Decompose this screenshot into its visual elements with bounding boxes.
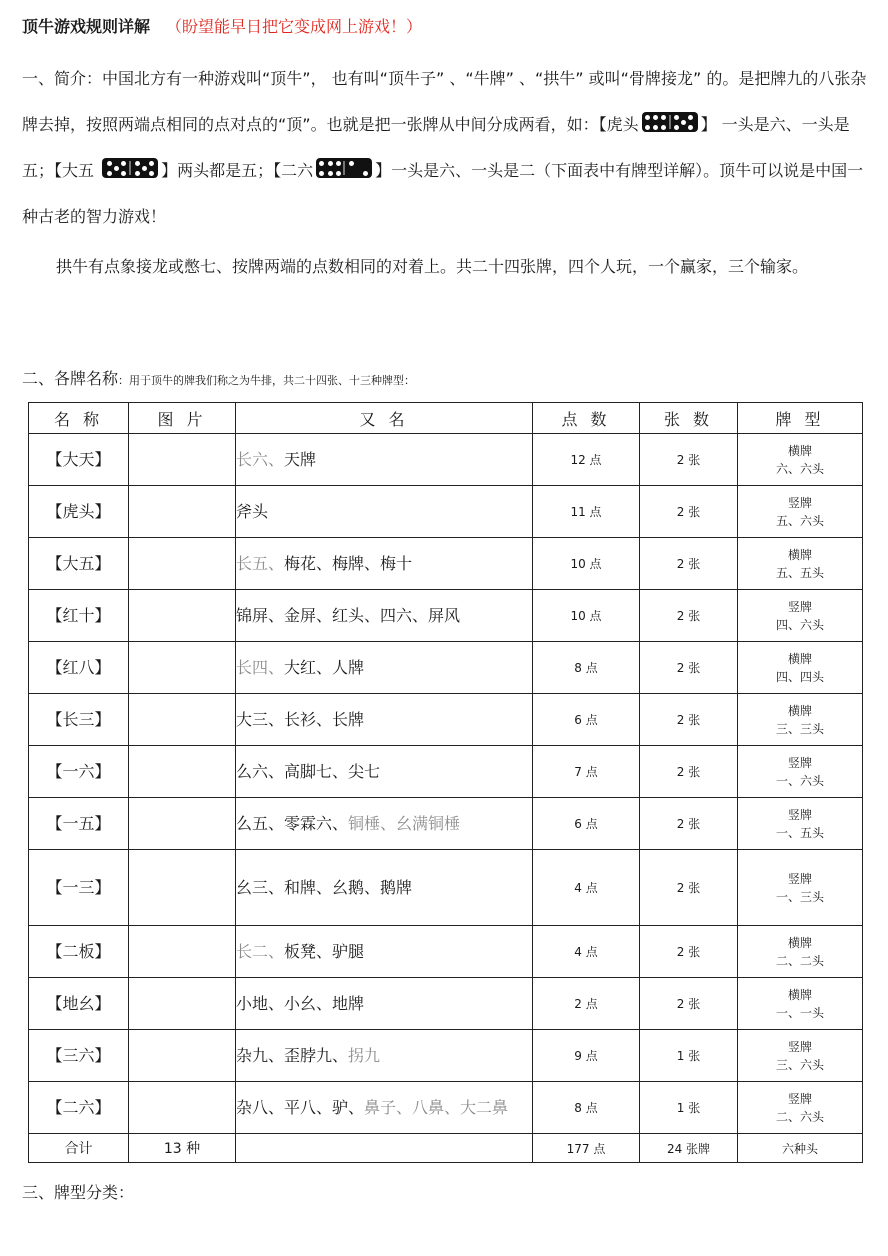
table-row <box>29 1082 863 1134</box>
tile-name: 【大天】 <box>29 434 129 486</box>
domino-pip <box>653 115 658 120</box>
tile-type <box>738 1082 863 1134</box>
domino-divider <box>129 161 131 175</box>
domino-pip <box>114 166 119 171</box>
domino-pip <box>653 125 658 130</box>
tile-name: 【三六】 <box>29 1030 129 1082</box>
tile-type <box>738 1030 863 1082</box>
domino-half <box>344 158 372 178</box>
domino-half <box>316 158 344 178</box>
tile-type <box>738 850 863 926</box>
header-image: 图 片 <box>129 403 236 434</box>
tile-alias-main: 杂八、平八、驴、 <box>236 1097 365 1117</box>
tile-image-cell <box>129 1082 236 1134</box>
document-title <box>22 14 422 37</box>
domino-pip <box>328 171 333 176</box>
section-3-heading: 三、牌型分类： <box>22 1183 135 1202</box>
intro-text-a: 一、简介：中国北方有一种游戏叫“顶牛”， 也有叫“顶牛子” 、“牛牌” 、“拱牛” 或叫“骨牌接龙” 的。是把牌九的八张杂牌去掉，按照两端点相同的点对点的“顶”。也就是把一张牌从中间分成两看，如：【虎头 <box>22 69 867 134</box>
domino-pip <box>319 171 324 176</box>
tile-count: 2 张 <box>640 746 738 798</box>
intro-paragraph-1 <box>22 56 868 240</box>
header-type: 牌 型 <box>738 403 863 434</box>
tile-image-cell <box>129 590 236 642</box>
tile-type-ends: 三、六头 <box>775 1057 824 1072</box>
tile-alias <box>236 538 533 590</box>
domino-pip <box>688 115 693 120</box>
table-row <box>29 694 863 746</box>
tile-count: 1 张 <box>640 1030 738 1082</box>
domino-dawu-icon <box>102 158 158 178</box>
tile-type-orient: 竖牌 <box>787 1091 812 1106</box>
tile-alias-main: 斧头 <box>236 501 269 521</box>
domino-pip <box>349 161 354 166</box>
tile-alias-main: 锦屏、金屏、红头、四六、屏风 <box>236 605 461 625</box>
intro-section <box>22 56 868 290</box>
tile-alias-main: 天牌 <box>284 449 317 469</box>
domino-pip <box>674 125 679 130</box>
tile-type-ends: 一、五头 <box>775 825 824 840</box>
tile-name: 【一三】 <box>29 850 129 926</box>
tile-type-orient: 横牌 <box>787 443 812 458</box>
tile-name: 【红十】 <box>29 590 129 642</box>
tile-type <box>738 694 863 746</box>
tile-alias <box>236 1030 533 1082</box>
tile-image-cell <box>129 850 236 926</box>
tile-count: 2 张 <box>640 694 738 746</box>
tile-name: 【一五】 <box>29 798 129 850</box>
domino-pip <box>135 161 140 166</box>
table-row <box>29 850 863 926</box>
tile-image-cell <box>129 694 236 746</box>
tile-type <box>738 746 863 798</box>
tile-points: 8 点 <box>533 1082 640 1134</box>
tile-type <box>738 642 863 694</box>
tile-type <box>738 434 863 486</box>
domino-pip <box>661 125 666 130</box>
table-row <box>29 1030 863 1082</box>
tile-count: 2 张 <box>640 590 738 642</box>
intro-text-c: 】两头都是五；【二六 <box>161 161 314 180</box>
tile-type-orient: 竖牌 <box>787 599 812 614</box>
section-2-heading <box>22 366 415 389</box>
tile-image-cell <box>129 926 236 978</box>
domino-pip <box>121 161 126 166</box>
tile-name: 【红八】 <box>29 642 129 694</box>
tile-alias <box>236 694 533 746</box>
tile-points: 8 点 <box>533 642 640 694</box>
domino-pip <box>674 115 679 120</box>
table-row <box>29 486 863 538</box>
tile-alias <box>236 850 533 926</box>
table-row <box>29 434 863 486</box>
tile-type-orient: 竖牌 <box>787 495 812 510</box>
domino-pip <box>336 171 341 176</box>
tile-type <box>738 590 863 642</box>
domino-pip <box>142 166 147 171</box>
tile-type-orient: 竖牌 <box>787 755 812 770</box>
domino-half <box>642 112 670 132</box>
total-count: 24 张牌 <box>640 1134 738 1163</box>
domino-pip <box>363 171 368 176</box>
total-alias <box>236 1134 533 1163</box>
domino-pip <box>681 120 686 125</box>
tile-alias-main: 杂九、歪脖九、 <box>236 1045 349 1065</box>
tile-name: 【二板】 <box>29 926 129 978</box>
tile-type-orient: 竖牌 <box>787 871 812 886</box>
table-total-row <box>29 1134 863 1163</box>
tile-type-ends: 五、五头 <box>775 565 824 580</box>
tile-type <box>738 486 863 538</box>
tile-type-ends: 一、三头 <box>775 889 824 904</box>
tile-points: 6 点 <box>533 694 640 746</box>
tile-alias-main: 板凳、驴腿 <box>284 941 365 961</box>
tile-type-ends: 六、六头 <box>775 461 824 476</box>
tile-count: 2 张 <box>640 642 738 694</box>
tile-alias-gray: 长六、 <box>236 449 285 469</box>
tile-alias <box>236 978 533 1030</box>
tile-type-ends: 一、六头 <box>775 773 824 788</box>
tile-name: 【二六】 <box>29 1082 129 1134</box>
domino-divider <box>669 115 671 129</box>
tile-alias-tail: 鼻子、八鼻、大二鼻 <box>364 1097 509 1117</box>
total-label: 合计 <box>29 1134 129 1163</box>
tile-alias <box>236 798 533 850</box>
domino-half <box>102 158 130 178</box>
tile-points: 10 点 <box>533 538 640 590</box>
tile-alias-main: 么六、高脚七、尖七 <box>236 761 381 781</box>
tile-alias <box>236 434 533 486</box>
tile-alias-gray: 长五、 <box>236 553 285 573</box>
domino-pip <box>688 125 693 130</box>
tile-alias-main: 小地、小幺、地牌 <box>236 993 365 1013</box>
tile-alias-tail: 铜棰、幺满铜棰 <box>348 813 461 833</box>
tile-points: 9 点 <box>533 1030 640 1082</box>
tile-type-orient: 竖牌 <box>787 807 812 822</box>
table-header-row <box>29 403 863 434</box>
tile-type-orient: 横牌 <box>787 935 812 950</box>
domino-divider <box>343 161 345 175</box>
tile-image-cell <box>129 486 236 538</box>
section-2-note: ：用于顶牛的牌我们称之为牛排，共二十四张、十三种牌型： <box>118 374 416 387</box>
tile-points: 11 点 <box>533 486 640 538</box>
tile-count: 2 张 <box>640 434 738 486</box>
domino-erliu-icon <box>316 158 372 178</box>
tile-count: 2 张 <box>640 850 738 926</box>
domino-huto-icon <box>642 112 698 132</box>
domino-pip <box>336 161 341 166</box>
tile-name: 【一六】 <box>29 746 129 798</box>
tile-type <box>738 926 863 978</box>
table-row <box>29 798 863 850</box>
domino-pip <box>149 171 154 176</box>
tile-type-ends: 四、四头 <box>775 669 824 684</box>
tile-type-ends: 四、六头 <box>775 617 824 632</box>
table-row <box>29 978 863 1030</box>
domino-pip <box>121 171 126 176</box>
table-row <box>29 926 863 978</box>
tile-points: 4 点 <box>533 926 640 978</box>
table-row <box>29 642 863 694</box>
domino-half <box>670 112 698 132</box>
domino-pip <box>661 115 666 120</box>
tile-count: 2 张 <box>640 538 738 590</box>
tile-type-ends: 一、一头 <box>775 1005 824 1020</box>
domino-pip <box>645 115 650 120</box>
tile-count: 2 张 <box>640 486 738 538</box>
domino-pip <box>107 171 112 176</box>
tile-alias-main: 么五、零霖六、 <box>236 813 349 833</box>
tile-alias-main: 幺三、和牌、幺鹅、鹅牌 <box>236 877 413 897</box>
intro-paragraph-2: 拱牛有点象接龙或憋七、按牌两端的点数相同的对着上。共二十四张牌，四个人玩，一个赢家，三个输家。 <box>56 257 809 276</box>
tile-alias-main: 大红、人牌 <box>284 657 365 677</box>
tile-name: 【地幺】 <box>29 978 129 1030</box>
tile-alias <box>236 590 533 642</box>
tile-image-cell <box>129 978 236 1030</box>
title-main: 顶牛游戏规则详解 <box>22 17 151 36</box>
table-row <box>29 746 863 798</box>
tile-type-orient: 横牌 <box>787 987 812 1002</box>
tile-alias <box>236 642 533 694</box>
tile-points: 12 点 <box>533 434 640 486</box>
tile-names-table <box>28 402 863 1163</box>
tile-image-cell <box>129 798 236 850</box>
header-name: 名 称 <box>29 403 129 434</box>
tile-type <box>738 538 863 590</box>
intro-text-d: 】一头是六、一头是二（下面表中有牌型详解）。顶牛可以说是中国一种古老的智力游戏！ <box>22 161 864 226</box>
tile-image-cell <box>129 642 236 694</box>
header-alias: 又 名 <box>236 403 533 434</box>
tile-type-orient: 竖牌 <box>787 1039 812 1054</box>
total-points: 177 点 <box>533 1134 640 1163</box>
tile-count: 2 张 <box>640 798 738 850</box>
tile-alias <box>236 1082 533 1134</box>
domino-half <box>130 158 158 178</box>
tile-points: 6 点 <box>533 798 640 850</box>
total-type: 六种头 <box>738 1134 863 1163</box>
tile-image-cell <box>129 746 236 798</box>
tile-type-orient: 横牌 <box>787 651 812 666</box>
tile-type-orient: 横牌 <box>787 703 812 718</box>
tile-alias-gray: 长二、 <box>236 941 285 961</box>
total-kinds: 13 种 <box>129 1134 236 1163</box>
tile-alias <box>236 926 533 978</box>
tile-count: 1 张 <box>640 1082 738 1134</box>
tile-type <box>738 978 863 1030</box>
header-points: 点 数 <box>533 403 640 434</box>
domino-pip <box>645 125 650 130</box>
section-2-title: 二、各牌名称 <box>22 369 119 388</box>
tile-name: 【长三】 <box>29 694 129 746</box>
tile-type-ends: 五、六头 <box>775 513 824 528</box>
tile-type-ends: 二、六头 <box>775 1109 824 1124</box>
title-note: （盼望能早日把它变成网上游戏！） <box>166 17 423 36</box>
tile-count: 2 张 <box>640 978 738 1030</box>
tile-type-ends: 三、三头 <box>775 721 824 736</box>
tile-image-cell <box>129 538 236 590</box>
table-row <box>29 590 863 642</box>
domino-pip <box>319 161 324 166</box>
table-row <box>29 538 863 590</box>
tile-type <box>738 798 863 850</box>
tile-points: 4 点 <box>533 850 640 926</box>
tile-alias <box>236 486 533 538</box>
tile-name: 【大五】 <box>29 538 129 590</box>
header-count: 张 数 <box>640 403 738 434</box>
tile-alias-main: 梅花、梅牌、梅十 <box>284 553 413 573</box>
domino-pip <box>107 161 112 166</box>
tile-points: 2 点 <box>533 978 640 1030</box>
tile-image-cell <box>129 434 236 486</box>
tile-type-orient: 横牌 <box>787 547 812 562</box>
tile-alias-tail: 拐九 <box>348 1045 381 1065</box>
intro-text-b: 】 一头是六、一头是五；【大五 <box>22 115 850 180</box>
tile-name: 【虎头】 <box>29 486 129 538</box>
tile-alias <box>236 746 533 798</box>
tile-alias-gray: 长四、 <box>236 657 285 677</box>
tile-points: 7 点 <box>533 746 640 798</box>
tile-image-cell <box>129 1030 236 1082</box>
domino-pip <box>135 171 140 176</box>
tile-count: 2 张 <box>640 926 738 978</box>
domino-pip <box>149 161 154 166</box>
tile-points: 10 点 <box>533 590 640 642</box>
tile-alias-main: 大三、长衫、长牌 <box>236 709 365 729</box>
domino-pip <box>328 161 333 166</box>
tile-type-ends: 二、二头 <box>775 953 824 968</box>
